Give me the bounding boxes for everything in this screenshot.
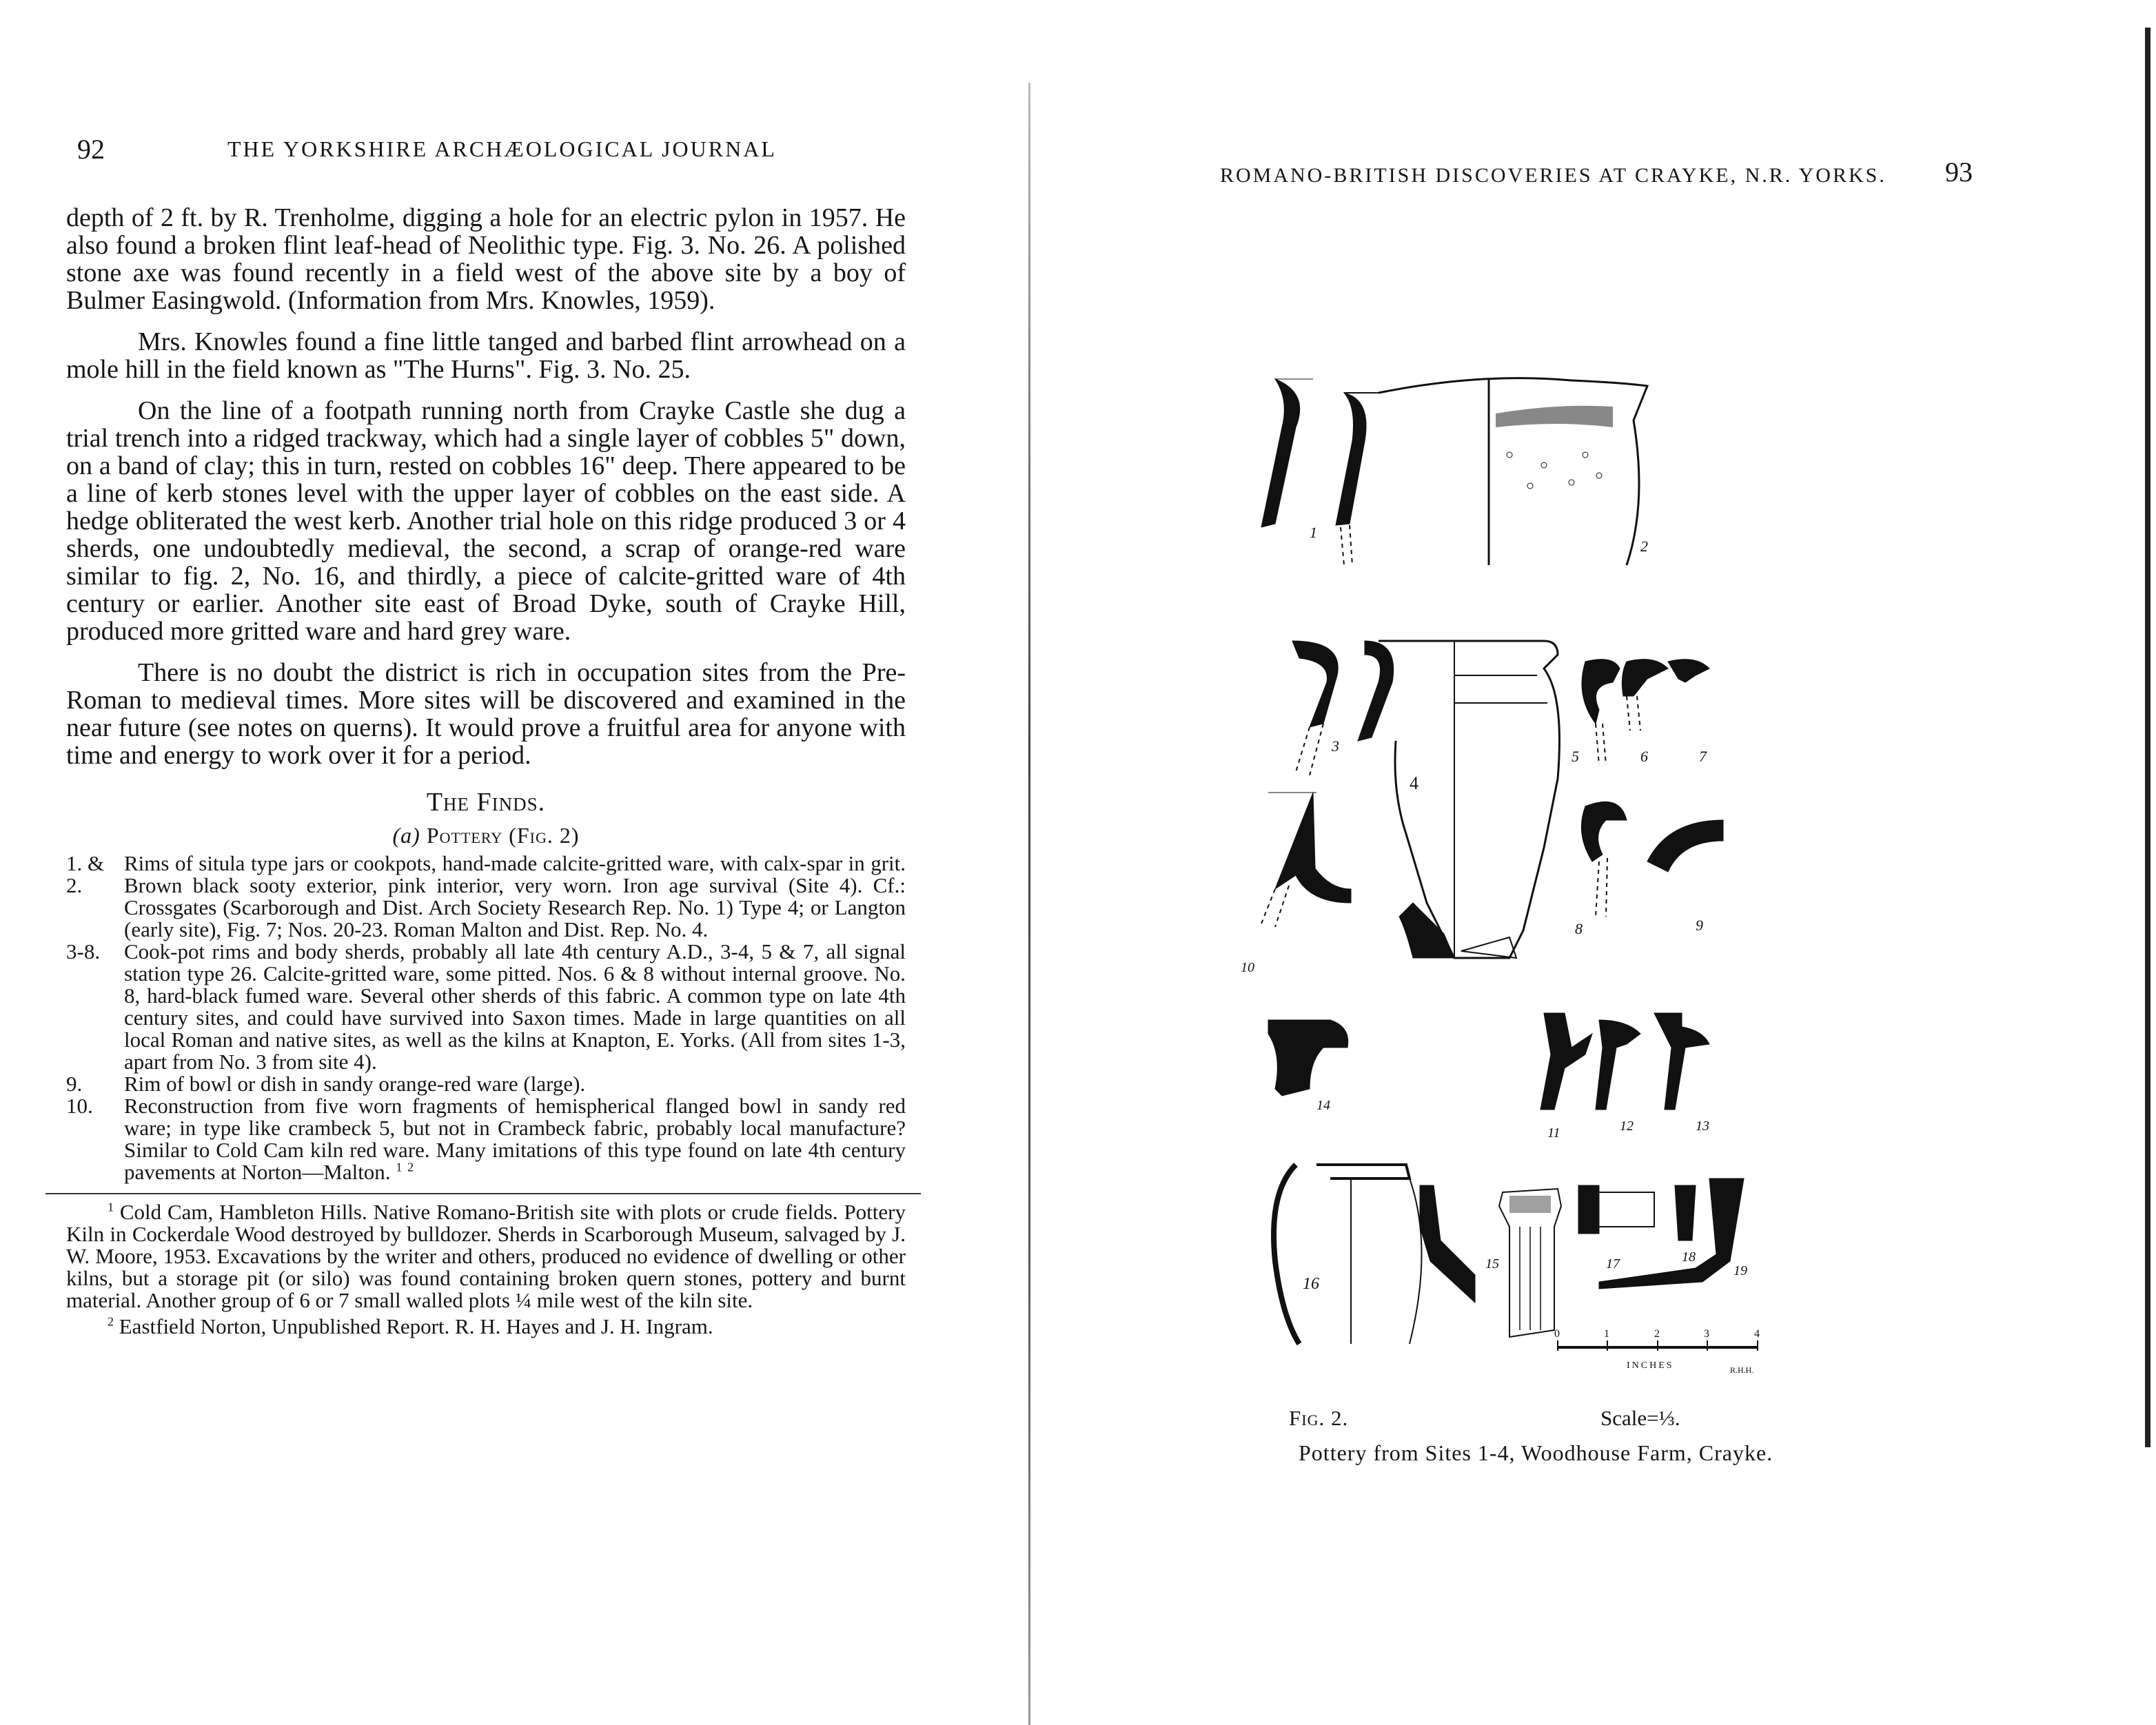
sherd-label-19: 19 (1733, 1263, 1747, 1278)
sherd-11 (1540, 1013, 1592, 1141)
find-number: 9. (66, 1072, 83, 1096)
scale-unit: INCHES (1627, 1360, 1674, 1371)
sherd-9 (1647, 820, 1723, 934)
sub-title-pottery (66, 823, 906, 848)
sherd-16 (1274, 1165, 1422, 1344)
paragraph-3: On the line of a footpath running north from Crayke Castle she dug a trial trench into a ridged trackway, which had a single layer of cobbles 5" down, on a band of clay; this in turn, rested on cobbles 16" deep. There appeared to be a line of kerb stones level with the upper layer of cobbles on the east side. A hedge obliterated the west kerb. Another trial hole on this ridge produced 3 or 4 sherds, one undoubtedly medieval, the second, a scrap of orange-red ware similar to fig. 2, No. 16, and thirdly, a piece of calcite-gritted ware of 4th century or earlier. Another site east of Broad Dyke, south of Crayke Hill, produced more gritted ware and hard grey ware. (66, 396, 906, 646)
sherd-label-2: 2 (1640, 538, 1648, 555)
sherd-14 (1268, 1020, 1348, 1113)
left-page (0, 0, 1027, 1725)
sherd-label-13: 13 (1696, 1119, 1709, 1134)
find-item (66, 853, 906, 941)
sherd-label-6: 6 (1640, 748, 1648, 765)
sherd-label-16: 16 (1303, 1275, 1319, 1293)
paragraph-2: Mrs. Knowles found a fine little tanged and barbed flint arrowhead on a mole hill in the field known as "The Hurns". Fig. 3. No. 25. (66, 327, 906, 384)
scale-tick-4: 4 (1754, 1328, 1760, 1340)
page-number-right: 93 (1945, 156, 1973, 187)
sherd-18 (1675, 1185, 1696, 1265)
footnote-mark: 2 (108, 1314, 114, 1329)
footnote-ref-1: 1 (396, 1160, 403, 1174)
find-number: 10. (66, 1094, 93, 1118)
footnote-rule (45, 1193, 921, 1194)
sherd-label-1: 1 (1310, 524, 1317, 541)
find-number: 1. & 2. (66, 851, 105, 897)
paragraph-1: depth of 2 ft. by R. Trenholme, digging a hole for an electric pylon in 1957. He also found a broken flint leaf-head of Neolithic type. Fig. 3. No. 26. A polished stone axe was found recently in a field west of the above site by a boy of Bulmer Easingwold. (Information from Mrs. Knowles, 1959). (66, 203, 906, 315)
drawer-initials: R.H.H. (1730, 1365, 1754, 1375)
sherd-7 (1668, 660, 1709, 765)
sherd-1 (1261, 379, 1379, 565)
figure-caption-text: Pottery from Sites 1-4, Woodhouse Farm, Crayke. (1299, 1440, 1773, 1465)
sherd-3 (1292, 641, 1339, 775)
book-gutter (1028, 83, 1030, 1725)
sherd-label-17: 17 (1606, 1256, 1620, 1272)
scale-tick-1: 1 (1604, 1328, 1609, 1340)
sherd-13 (1654, 1013, 1709, 1134)
body-text (66, 204, 906, 1342)
footnote-text: Cold Cam, Hambleton Hills. Native Romano-British site with plots or crude fields. Pottery Kiln in Cockerdale Wood destroyed by bulldozer. Sherds in Scarborough Museum, salvaged by J. W. Moore, 1953. Excavations by the writer and others, produced no evidence of dwelling or other kilns, but a storage pit (or silo) was found containing broken quern stones, pottery and burnt material. Another group of 6 or 7 small walled plots ¼ mile west of the kiln site. (66, 1200, 906, 1312)
sherd-8 (1575, 802, 1627, 937)
sherd-label-3: 3 (1332, 737, 1339, 755)
sherd-19 (1599, 1178, 1747, 1289)
sherd-6 (1622, 660, 1668, 765)
sherd-label-11: 11 (1547, 1125, 1560, 1141)
footnote-mark: 1 (108, 1200, 114, 1214)
sherd-17 (1578, 1185, 1654, 1272)
flask-fragment (1499, 1189, 1561, 1337)
find-item (66, 1095, 906, 1183)
footnote-text: Eastfield Norton, Unpublished Report. R. H. Hayes and J. H. Ingram. (119, 1314, 713, 1338)
sherd-label-9: 9 (1696, 917, 1703, 934)
sherd-label-5: 5 (1572, 748, 1579, 765)
running-head-left: THE YORKSHIRE ARCHÆOLOGICAL JOURNAL (227, 136, 777, 161)
sherd-10 (1241, 793, 1351, 975)
page-edge-shadow (2145, 28, 2150, 1447)
scale-tick-3: 3 (1704, 1328, 1709, 1340)
sub-title-prefix: (a) (392, 823, 420, 848)
sherd-label-15: 15 (1485, 1256, 1499, 1272)
scale-bar (1554, 1328, 1760, 1375)
sherd-label-8: 8 (1575, 920, 1583, 937)
scale-tick-0: 0 (1554, 1328, 1560, 1340)
find-description-wrap (124, 1095, 906, 1183)
footnote-2 (66, 1316, 906, 1338)
section-title-finds: The Finds. (426, 788, 546, 817)
find-description: Cook-pot rims and body sherds, probably all late 4th century A.D., 3-4, 5 & 7, all signal station type 26. Calcite-gritted ware, some pitted. Nos. 6 & 8 without internal groove. No. 8, hard-black fumed ware. Several other sherds of this fabric. A common type on late 4th century sites, and could have survived into Saxon times. Made in large quantities on all local Roman and native sites, as well as the kilns at Knapton, E. Yorks. (All from sites 1-3, apart from No. 3 from site 4). (124, 939, 906, 1074)
footnote-ref-2: 2 (407, 1160, 414, 1174)
sherd-2 (1379, 378, 1648, 565)
footnote-1 (66, 1201, 906, 1311)
find-item (66, 1073, 906, 1095)
sub-title-text: Pottery (Fig. 2) (426, 823, 580, 848)
paragraph-4: There is no doubt the district is rich in occupation sites from the Pre-Roman to medieval times. More sites will be discovered and examined in the near future (see notes on querns). It would prove a fruitful area for anyone with time and energy to work over it for a period. (66, 658, 906, 770)
running-head-right: ROMANO-BRITISH DISCOVERIES AT CRAYKE, N.R. YORKS. (1220, 164, 1886, 187)
sherd-label-4: 4 (1410, 773, 1418, 793)
find-item (66, 941, 906, 1073)
find-description: Reconstruction from five worn fragments of hemispherical flanged bowl in sandy red ware; in type like crambeck 5, but not in Crambeck fabric, probably local manufacture? Similar to Cold Cam kiln red ware. Many imitations of this type found on late 4th century pavements at Norton—Malton. (124, 1094, 906, 1184)
figure-caption-label: Fig. 2. (1289, 1406, 1349, 1430)
sherd-label-10: 10 (1241, 960, 1254, 975)
sherd-5 (1572, 660, 1620, 765)
sherd-12 (1596, 1020, 1640, 1134)
find-description: Rims of situla type jars or cookpots, hand-made calcite-gritted ware, with calx-spar in grit. Brown black sooty exterior, pink interior, very worn. Iron age survival (Site 4). Cf.: Crossgates (Scarborough and Dist. Arch Society Research Rep. No. 1) Type 4; or Langton (early site), Fig. 7; Nos. 20-23. Roman Malton and Dist. Rep. No. 4. (124, 851, 906, 941)
find-number: 3-8. (66, 939, 101, 963)
sherd-4 (1358, 641, 1560, 958)
figure-scale: Scale=⅓. (1600, 1406, 1680, 1430)
finds-list (66, 853, 906, 1183)
sherd-label-12: 12 (1620, 1119, 1634, 1134)
sherd-label-18: 18 (1682, 1249, 1696, 1265)
pottery-figure (1172, 365, 1964, 1385)
sherd-label-7: 7 (1699, 748, 1707, 765)
sherd-15 (1420, 1185, 1499, 1303)
find-description: Rim of bowl or dish in sandy orange-red ware (large). (124, 1072, 586, 1096)
sherd-label-14: 14 (1316, 1098, 1330, 1113)
page-number-left: 92 (77, 134, 105, 165)
scale-tick-2: 2 (1654, 1328, 1660, 1340)
